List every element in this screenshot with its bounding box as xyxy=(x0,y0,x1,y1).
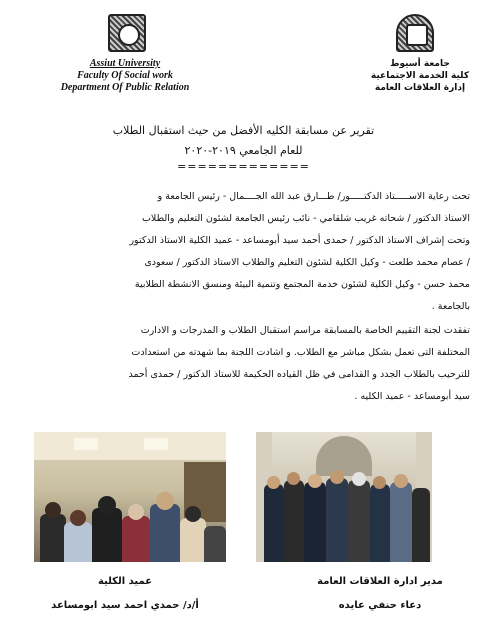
report-title: تقرير عن مسابقة الكليه الأفضل من حيث استقبال الطلاب xyxy=(112,124,375,137)
paragraph-line: للترحيب بالطلاب الجدد و القدامى في ظل القياده الحكيمة للاستاذ الدكتور / حمدى أحمد xyxy=(128,369,470,380)
paragraph-line: وتحت إشراف الاستاذ الدكتور / حمدى أحمد سيد أبومساعد - عميد الكلية الاستاذ الدكتور xyxy=(129,235,470,246)
photo-students-hall xyxy=(34,432,226,562)
header-en-line-2: Faculty Of Social work xyxy=(77,70,173,81)
paragraph-line: / عصام محمد طلعت - وكيل الكلية لشئون التعليم والطلاب الاستاذ الدكتور / سعودى xyxy=(144,257,470,268)
paragraph-line: بالجامعة . xyxy=(431,301,470,312)
academic-year: للعام الجامعي ٢٠١٩-٢٠٢٠ xyxy=(184,144,303,157)
signature-left-name: أ/د/ حمدي احمد سيد ابومساعد xyxy=(51,600,199,611)
header-ar-line-1: جامعة أسيوط xyxy=(390,59,450,69)
title-divider: ============= xyxy=(177,160,310,173)
header-ar-line-2: كلية الخدمة الاجتماعية xyxy=(370,71,470,81)
paragraph-line: تفقدت لجنة التقييم الخاصة بالمسابقة مراسم استقبال الطلاب و المدرجات و الادارت xyxy=(140,325,470,336)
paragraph-sponsorship xyxy=(22,186,470,318)
signature-right-name: دعاء حنفي عايده xyxy=(338,600,422,611)
header-en-line-1: Assiut University xyxy=(89,58,161,69)
header-ar-line-3: إدارة العلاقات العامة xyxy=(374,83,466,93)
paragraph-line: المختلفة التى تعمل بشكل مباشر مع الطلاب. و اشادت اللجنة بما شهدته من استعدادت xyxy=(131,347,470,358)
header-en-line-3: Department Of Public Relation xyxy=(60,82,190,93)
paragraph-line: سيد أبومساعد - عميد الكليه . xyxy=(354,391,470,402)
header-english xyxy=(45,58,205,94)
photo-officials-group xyxy=(256,432,432,562)
signature-left-title: عميد الكلية xyxy=(97,576,153,587)
header-arabic xyxy=(360,58,480,94)
paragraph-line: الاستاذ الدكتور / شحاته غريب شلقامي - نائب رئيس الجامعة لشئون التعليم والطلاب xyxy=(141,213,470,224)
faculty-logo xyxy=(396,14,434,52)
paragraph-line: تحت رعاية الاســـــتاذ الدكتـــــور/ طـــارق عبد الله الجــــمال - رئيس الجامعة و xyxy=(157,191,470,202)
paragraph-line: محمد حسن - وكيل الكلية لشئون خدمة المجتمع وتنمية البيئة ومنسق الانشطة الطلابية xyxy=(134,279,470,290)
signature-right-title: مدير ادارة العلاقات العامة xyxy=(317,576,443,587)
paragraph-committee xyxy=(22,320,470,408)
university-logo xyxy=(108,14,146,52)
